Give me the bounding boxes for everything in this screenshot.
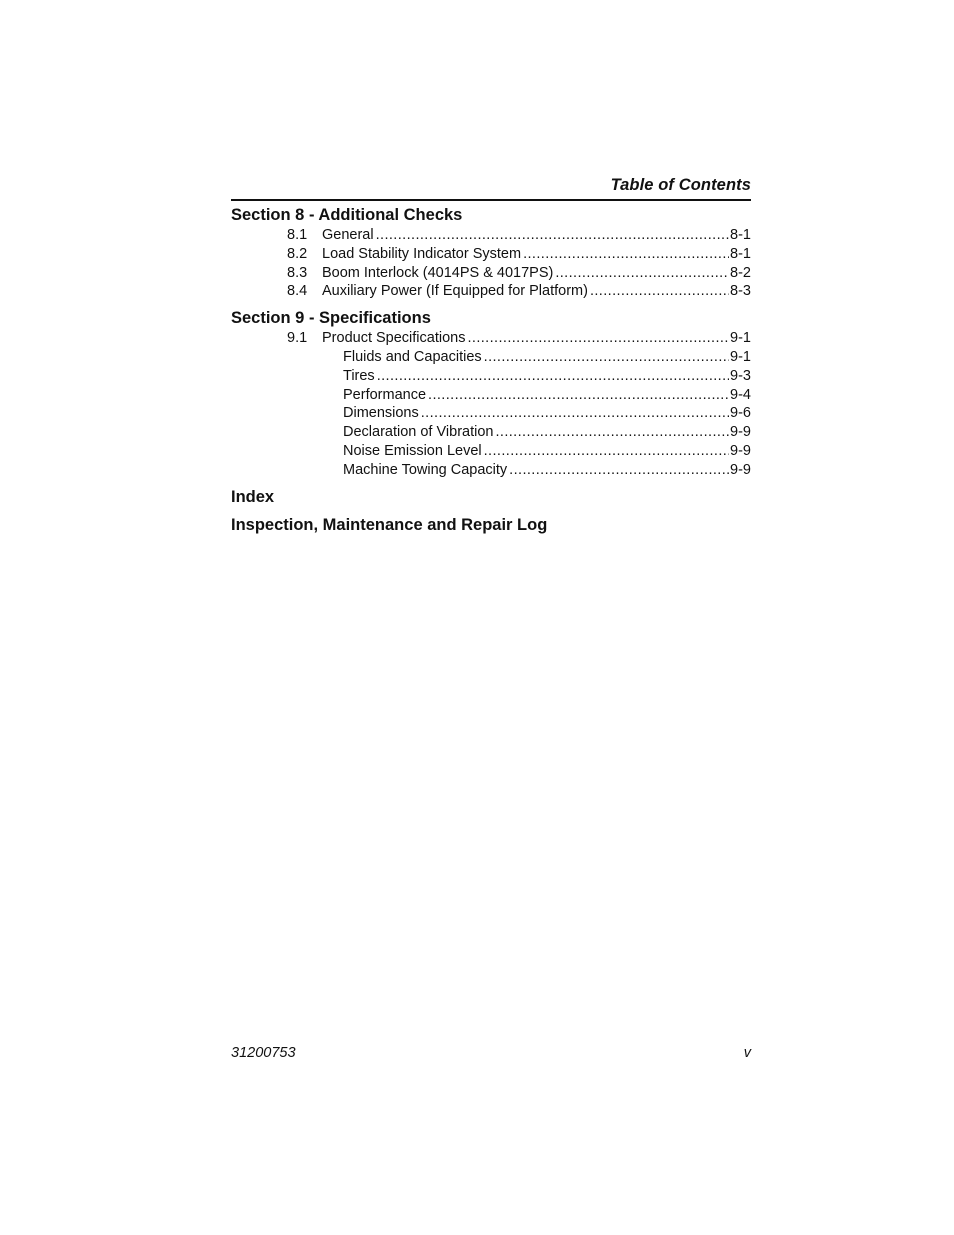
header-divider [231, 199, 751, 201]
toc-subentry[interactable] [231, 348, 751, 367]
section-heading[interactable]: Section 8 - Additional Checks [231, 206, 463, 224]
entry-page-number: 9-4 [730, 386, 751, 403]
toc-entry[interactable] [231, 282, 751, 301]
dot-leader [523, 245, 729, 264]
dot-leader [428, 386, 729, 405]
dot-leader [590, 282, 729, 301]
entry-page-number: 9-1 [730, 348, 751, 365]
entry-number: 8.1 [287, 227, 308, 243]
entry-page-number: 9-6 [730, 405, 751, 422]
entry-label: Fluids and Capacities [343, 348, 482, 365]
entry-label: Auxiliary Power (If Equipped for Platform) [322, 283, 588, 300]
toc-subentry[interactable] [231, 404, 751, 423]
entry-label: Performance [343, 386, 427, 403]
table-of-contents [231, 204, 751, 536]
toc-heading-index[interactable]: Index [231, 487, 275, 506]
dot-leader [376, 226, 729, 245]
footer-document-number: 31200753 [231, 1045, 296, 1061]
toc-subentry[interactable] [231, 423, 751, 442]
dot-leader [377, 367, 729, 386]
toc-subentry[interactable] [231, 442, 751, 461]
entry-number: 8.3 [287, 264, 308, 281]
footer-page-number: v [743, 1045, 751, 1061]
toc-entry[interactable] [231, 245, 751, 264]
entry-page-number: 8-1 [730, 227, 751, 243]
entry-number: 8.2 [287, 245, 308, 262]
entry-label: Product Specifications [322, 330, 466, 347]
dot-leader [484, 442, 729, 461]
toc-subentry[interactable] [231, 461, 751, 480]
toc-section-9 [231, 307, 751, 479]
toc-heading-inspection-log[interactable]: Inspection, Maintenance and Repair Log [231, 515, 548, 534]
toc-entry[interactable] [231, 226, 751, 245]
toc-subentry[interactable] [231, 367, 751, 386]
entry-page-number: 9-9 [730, 424, 751, 441]
toc-entry[interactable] [231, 329, 751, 348]
dot-leader [421, 404, 729, 423]
entry-number: 9.1 [287, 330, 308, 347]
entry-label: Tires [343, 367, 375, 384]
dot-leader [484, 348, 729, 367]
section-heading[interactable]: Section 9 - Specifications [231, 309, 431, 328]
entry-page-number: 8-2 [730, 264, 751, 281]
entry-label: Load Stability Indicator System [322, 245, 522, 262]
toc-subentry[interactable] [231, 386, 751, 405]
entry-label: General [322, 227, 374, 243]
entry-label: Declaration of Vibration [343, 424, 494, 441]
toc-entry[interactable] [231, 264, 751, 283]
entry-page-number: 9-9 [730, 442, 751, 459]
entry-page-number: 8-1 [730, 245, 751, 262]
entry-label: Noise Emission Level [343, 442, 482, 459]
page-header-title: Table of Contents [610, 176, 751, 194]
entry-number: 8.4 [287, 283, 308, 300]
document-page [231, 0, 751, 1235]
entry-label: Machine Towing Capacity [343, 461, 508, 478]
dot-leader [509, 461, 729, 480]
dot-leader [495, 423, 729, 442]
dot-leader [555, 264, 729, 283]
toc-section-8 [231, 204, 751, 301]
entry-page-number: 9-3 [730, 367, 751, 384]
entry-label: Dimensions [343, 405, 419, 422]
entry-page-number: 9-9 [730, 461, 751, 478]
dot-leader [467, 329, 729, 348]
entry-page-number: 8-3 [730, 283, 751, 300]
entry-page-number: 9-1 [730, 330, 751, 347]
entry-label: Boom Interlock (4014PS & 4017PS) [322, 264, 554, 281]
